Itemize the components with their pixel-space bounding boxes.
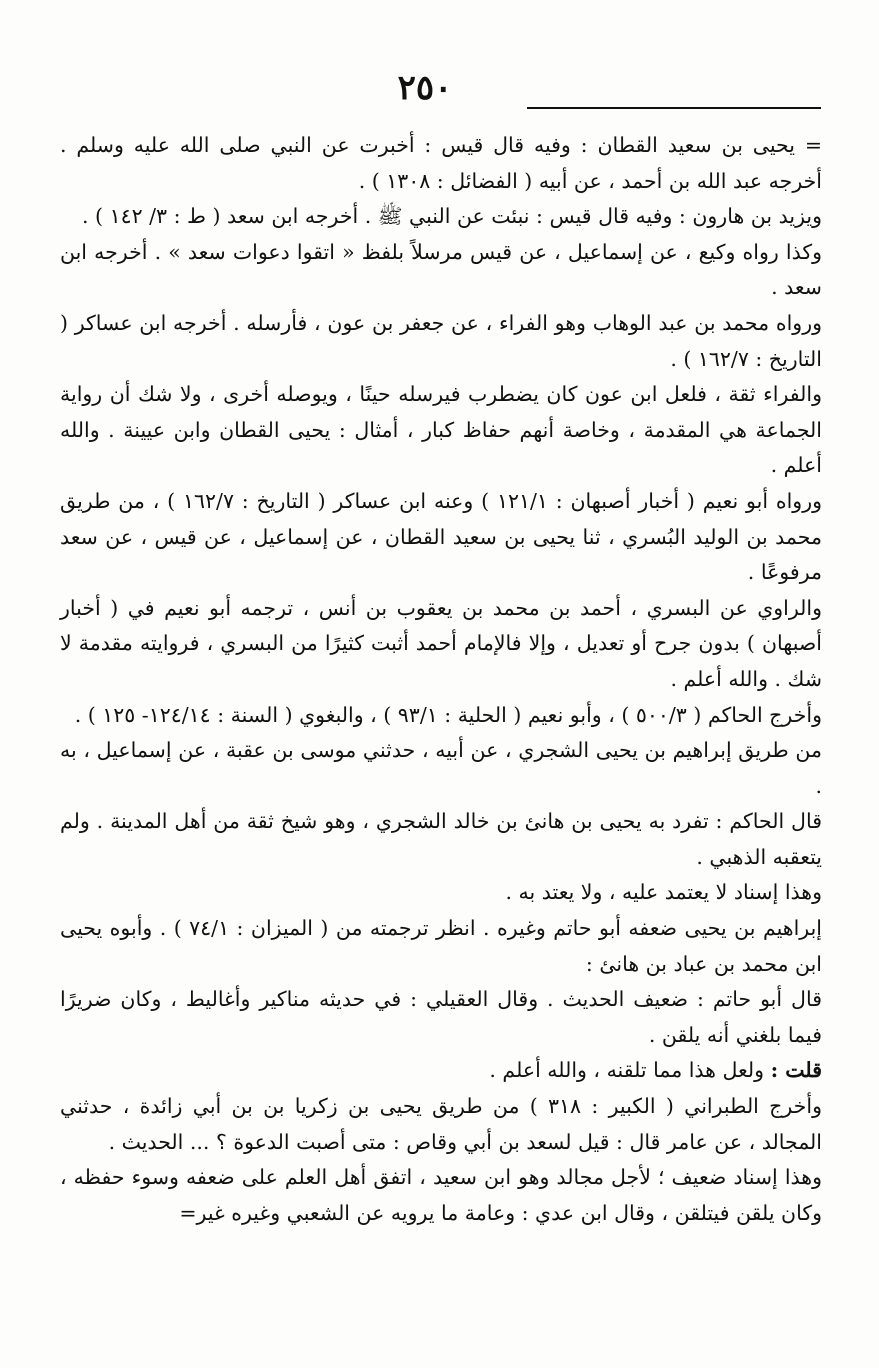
paragraph: قال الحاكم : تفرد به يحيى بن هانئ بن خالد الشجري ، وهو شيخ ثقة من أهل المدينة . ولم يتعقبه الذهبي . xyxy=(60,809,822,869)
header-rule xyxy=(527,107,821,109)
paragraph: ويزيد بن هارون : وفيه قال قيس : نبئت عن النبي ﷺ . أخرجه ابن سعد ( ط : ٣/ ١٤٢ ) . xyxy=(82,204,822,229)
paragraph: وأخرج الطبراني ( الكبير : ٣١٨ ) من طريق يحيى بن زكريا بن بن أبي زائدة ، حدثني المجالد ، عن عامر قال : قيل لسعد بن أبي وقاص : متى أصبت الدعوة ؟ ... الحديث . xyxy=(60,1094,822,1154)
paragraph: إبراهيم بن يحيى ضعفه أبو حاتم وغيره . انظر ترجمته من ( الميزان : ٧٤/١ ) . وأبوه يحيى ابن محمد بن عباد بن هانئ : xyxy=(60,916,822,976)
paragraph: وهذا إسناد لا يعتمد عليه ، ولا يعتد به . xyxy=(505,880,822,905)
paragraph: ورواه محمد بن عبد الوهاب وهو الفراء ، عن جعفر بن عون ، فأرسله . أخرجه ابن عساكر ( التاريخ : ١٦٢/٧ ) . xyxy=(60,310,822,371)
text-body xyxy=(60,128,822,1231)
qult-label: قلت : xyxy=(770,1058,822,1083)
qult-paragraph xyxy=(60,1053,822,1089)
paragraph: قال أبو حاتم : ضعيف الحديث . وقال العقيلي : في حديثه مناكير وأغاليط ، وكان ضريرًا فيما بلغني أنه يلقن . xyxy=(60,987,822,1047)
page-number: ٢٥٠ xyxy=(397,68,453,108)
paragraph: من طريق إبراهيم بن يحيى الشجري ، عن أبيه ، حدثني موسى بن عقبة ، عن إسماعيل ، به . xyxy=(60,738,822,798)
paragraph: والراوي عن البسري ، أحمد بن محمد بن يعقوب بن أنس ، ترجمه أبو نعيم في ( أخبار أصبهان ) بدون جرح أو تعديل ، وإلا فالإمام أحمد أثبت كثيرًا من البسري ، فروايته مقدمة لا شك . والله أعلم . xyxy=(60,595,822,691)
paragraph: ورواه أبو نعيم ( أخبار أصبهان : ١٢١/١ ) وعنه ابن عساكر ( التاريخ : ١٦٢/٧ ) ، من طريق محمد بن الوليد البُسري ، ثنا يحيى بن سعيد القطان ، عن إسماعيل ، عن قيس ، عن سعد مرفوعًا . xyxy=(60,488,822,585)
paragraph: وهذا إسناد ضعيف ؛ لأجل مجالد وهو ابن سعيد ، اتفق أهل العلم على ضعفه وسوء حفظه ، وكان يلقن فيتلقن ، وقال ابن عدي : وعامة ما يرويه عن الشعبي وغيره غير= xyxy=(60,1165,822,1225)
paragraph: وكذا رواه وكيع ، عن إسماعيل ، عن قيس مرسلاً بلفظ « اتقوا دعوات سعد » . أخرجه ابن سعد . xyxy=(60,239,822,300)
paragraph: وأخرج الحاكم ( ٥٠٠/٣ ) ، وأبو نعيم ( الحلية : ٩٣/١ ) ، والبغوي ( السنة : ١٢٤/١٤- ١٢٥ ) . xyxy=(74,702,822,727)
paragraph: = يحيى بن سعيد القطان : وفيه قال قيس : أخبرت عن النبي صلى الله عليه وسلم . أخرجه عبد الله بن أحمد ، عن أبيه ( الفضائل : ١٣٠٨ ) . xyxy=(60,133,822,193)
paragraph: والفراء ثقة ، فلعل ابن عون كان يضطرب فيرسله حينًا ، ويوصله أخرى ، ولا شك أن رواية الجماعة هي المقدمة ، وخاصة أنهم حفاظ كبار ، أمثال : يحيى القطان وابن عيينة . والله أعلم . xyxy=(60,382,822,478)
qult-text: ولعل هذا مما تلقنه ، والله أعلم . xyxy=(489,1058,771,1083)
